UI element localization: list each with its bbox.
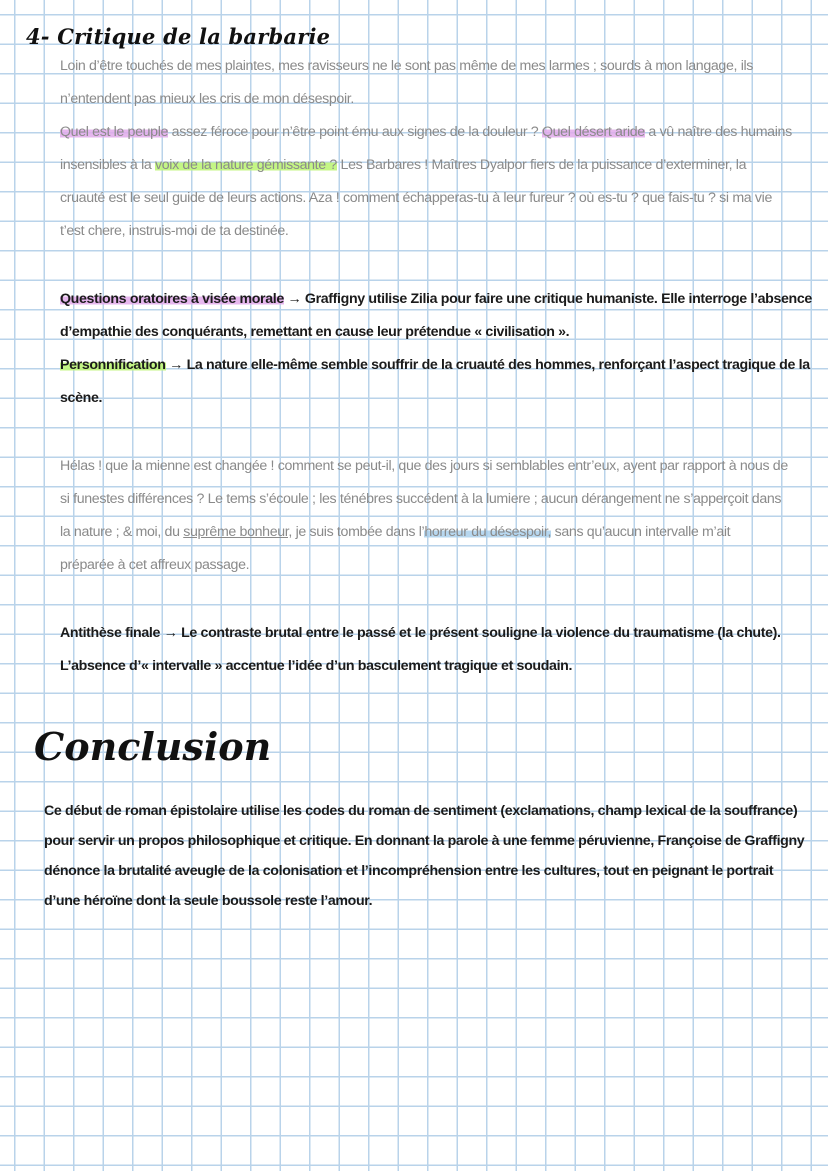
arrow-icon: → [169,357,183,373]
quote1-line-5: cruauté est le seul guide de leurs actions. Aza ! comment échapperas-tu à leur fureur ? où es-tu ? que fais-tu ? si ma vie [60,190,773,206]
quote1-line-2: n’entendent pas mieux les cris de mon désespoir. [60,91,354,107]
quote1-line-3-text-1: assez féroce pour n’être point ému aux signes de la douleur ? [168,124,542,140]
term-antithese-finale: Antithèse finale [60,625,161,641]
quote2-line-3-text-1: la nature ; & moi, du [60,524,184,540]
analysis2-line-1-text: Le contraste brutal entre le passé et le présent souligne la violence du traumatisme (la chute). [177,625,781,641]
analysis1-line-1 [60,283,812,316]
arrow-icon: → [163,625,178,641]
quote2-line-3-text-2: je suis tombée dans l’ [291,524,425,540]
highlight-voix-de-la-nature: voix de la nature gémissante ? [155,157,337,173]
quote1-line-3-text-2: a vû naître des humains [644,124,792,140]
quote1-line-4 [60,149,802,182]
analysis2-line-1 [60,617,802,650]
analysis-paragraph-2 [60,617,802,683]
conclusion-title: Conclusion [34,724,272,769]
analysis1-line-1-text: Graffigny utilise Zilia pour faire une critique humaniste. Elle interroge l’absence [301,291,812,307]
quote2-line-2: si funestes différences ? Le tems s’écoule ; les ténébres succédent à la lumiere ; aucun dérangement ne s’apperçoit dans [60,491,782,507]
conclusion-line-4: d’une héroïne dont la seule boussole reste l’amour. [44,893,373,909]
conclusion-line-1: Ce début de roman épistolaire utilise les codes du roman de sentiment (exclamations, champ lexical de la souffrance) [44,803,798,819]
term-questions-oratoires: Questions oratoires à visée morale [60,291,284,307]
analysis1-line-3-text: La nature elle-même semble souffrir de la cruauté des hommes, renforçant l’aspect tragique de la [183,357,810,373]
conclusion-paragraph [44,796,814,916]
quote1-line-6: t’est chere, instruis-moi de ta destinée. [60,223,289,239]
quote2-line-1: Hélas ! que la mienne est changée ! comment se peut-il, que des jours si semblables entr’eux, ayent par rapport à nous de [60,458,788,474]
quote1-line-4-text-1: insensibles à la [60,157,155,173]
analysis-paragraph-1 [60,283,812,415]
analysis2-line-2: L’absence d’« intervalle » accentue l’idée d’un basculement tragique et soudain. [60,658,573,674]
highlight-quel-desert-aride: Quel désert aride [541,124,645,140]
quote2-line-3 [60,516,802,549]
underline-supreme-bonheur: suprême bonheur, [183,524,292,540]
quote-paragraph-2 [60,450,802,582]
conclusion-line-2: pour servir un propos philosophique et critique. En donnant la parole à une femme péruvienne, Françoise de Graffigny [44,833,805,849]
conclusion-line-3: dénonce la brutalité aveugle de la colonisation et l’incompréhension entre les cultures, tout en peignant le portrait [44,863,774,879]
analysis1-line-3 [60,349,810,382]
analysis1-line-4: scène. [60,390,103,406]
quote2-line-3-text-3: sans qu’aucun intervalle m’ait [551,524,731,540]
quote1-line-4-text-2: Les Barbares ! Maîtres Dyalpor fiers de la puissance d’exterminer, la [336,157,747,173]
quote2-line-4: préparée à cet affreux passage. [60,557,250,573]
section-title: 4- Critique de la barbarie [26,24,331,49]
analysis1-line-2: d’empathie des conquérants, remettant en cause leur prétendue « civilisation ». [60,324,570,340]
term-personnification: Personnification [60,357,166,373]
highlight-horreur-du-desespoir: horreur du désespoir, [424,524,552,540]
quote-paragraph-1 [60,50,802,248]
quote1-line-3 [60,116,802,149]
highlight-quel-est-le-peuple: Quel est le peuple [60,124,169,140]
arrow-icon: → [287,291,302,307]
quote1-line-1: Loin d’être touchés de mes plaintes, mes ravisseurs ne le sont pas même de mes larmes ; sourds à mon langage, ils [60,58,754,74]
